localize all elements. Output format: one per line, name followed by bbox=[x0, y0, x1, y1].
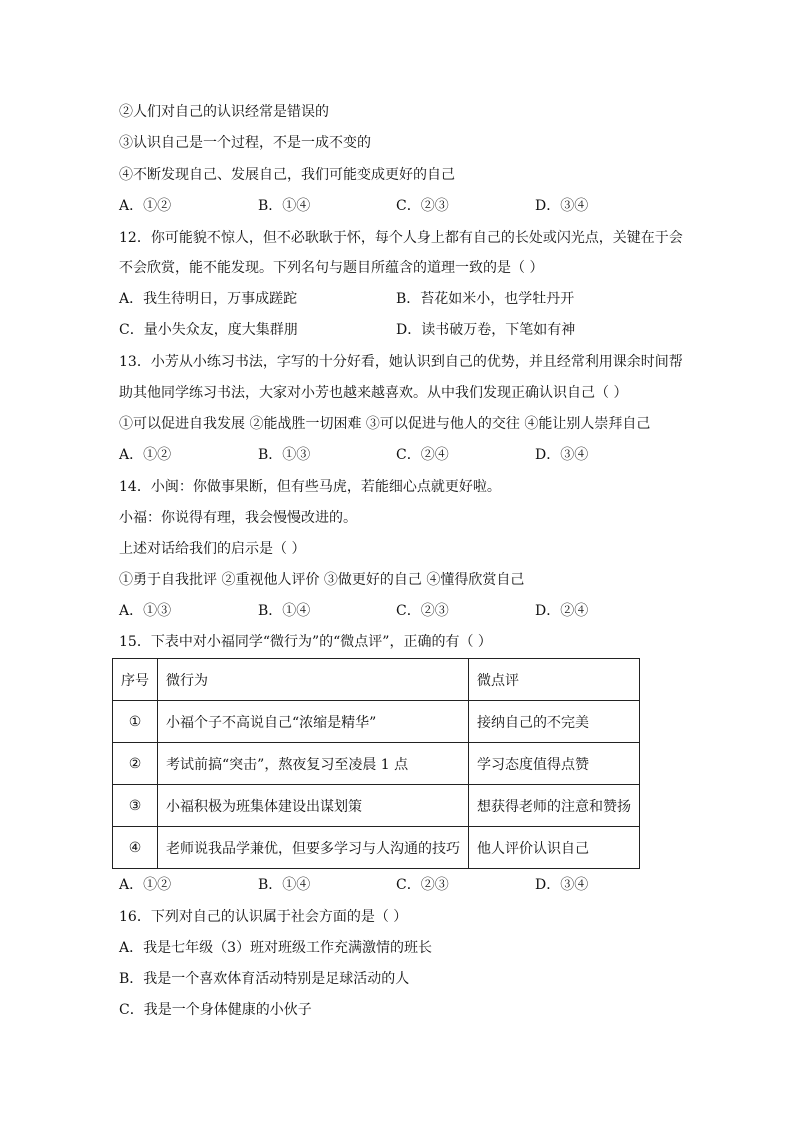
q13-items: ①可以促进自我发展 ②能战胜一切困难 ③可以促进与他人的交往 ④能让别人崇拜自己 bbox=[119, 416, 651, 432]
q13-option-b: B．①③ bbox=[258, 447, 311, 463]
table-row bbox=[113, 701, 640, 743]
table-header-row bbox=[113, 659, 640, 701]
table-row bbox=[113, 743, 640, 785]
table-cell-comment: 接纳自己的不完美 bbox=[469, 701, 640, 743]
table-cell-behavior: 考试前搞“突击”，熬夜复习至凌晨 1 点 bbox=[158, 743, 469, 785]
q15-option-c: C．②③ bbox=[396, 877, 449, 893]
q12-option-d: D．读书破万卷，下笔如有神 bbox=[396, 322, 576, 338]
q14-option-b: B．①④ bbox=[258, 603, 311, 619]
q11-item-4: ④不断发现自己、发展自己，我们可能变成更好的自己 bbox=[119, 167, 455, 183]
header-cell-comment: 微点评 bbox=[469, 659, 640, 701]
q13-option-a: A．①② bbox=[119, 447, 172, 463]
q14-option-c: C．②③ bbox=[396, 603, 449, 619]
q12-stem-line-1: 12．你可能貌不惊人，但不必耿耿于怀，每个人身上都有自己的长处或闪光点，关键在于会 bbox=[119, 230, 683, 246]
q15-option-b: B．①④ bbox=[258, 877, 311, 893]
q14-option-d: D．②④ bbox=[535, 603, 589, 619]
q11-item-3: ③认识自己是一个过程，不是一成不变的 bbox=[119, 135, 371, 151]
q16-option-b: B．我是一个喜欢体育活动特别是足球活动的人 bbox=[119, 971, 410, 987]
q15-option-a: A．①② bbox=[119, 877, 172, 893]
q11-option-d: D．③④ bbox=[535, 198, 589, 214]
q13-stem-line-1: 13．小芳从小练习书法，字写的十分好看，她认识到自己的优势，并且经常利用课余时间帮 bbox=[119, 354, 683, 370]
table-cell-behavior: 老师说我品学兼优，但要多学习与人沟通的技巧 bbox=[158, 827, 469, 869]
table-cell-number: ① bbox=[113, 701, 158, 743]
q13-option-c: C．②④ bbox=[396, 447, 449, 463]
q16-option-c: C．我是一个身体健康的小伙子 bbox=[119, 1002, 312, 1018]
q14-option-a: A．①③ bbox=[119, 603, 172, 619]
q15-table bbox=[112, 658, 640, 869]
q16-stem: 16．下列对自己的认识属于社会方面的是（ ） bbox=[119, 909, 408, 925]
q12-option-a: A．我生待明日，万事成蹉跎 bbox=[119, 291, 298, 307]
q14-line-1: 14．小闽：你做事果断，但有些马虎，若能细心点就更好啦。 bbox=[119, 479, 501, 495]
header-cell-behavior: 微行为 bbox=[158, 659, 469, 701]
q15-stem: 15．下表中对小福同学“微行为”的“微点评”，正确的有（ ） bbox=[119, 634, 492, 650]
q14-line-3: 上述对话给我们的启示是（ ） bbox=[119, 541, 306, 557]
table-cell-comment: 学习态度值得点赞 bbox=[469, 743, 640, 785]
q12-stem-line-2: 不会欣赏，能不能发现。下列名句与题目所蕴含的道理一致的是（ ） bbox=[119, 260, 544, 276]
table-cell-number: ③ bbox=[113, 785, 158, 827]
table-cell-number: ② bbox=[113, 743, 158, 785]
table-row bbox=[113, 827, 640, 869]
q12-option-c: C．量小失众友，度大集群朋 bbox=[119, 322, 298, 338]
q15-option-d: D．③④ bbox=[535, 877, 589, 893]
q13-stem-line-2: 助其他同学练习书法，大家对小芳也越来越喜欢。从中我们发现正确认识自己（ ） bbox=[119, 385, 628, 401]
q13-option-d: D．③④ bbox=[535, 447, 589, 463]
q11-option-a: A．①② bbox=[119, 198, 172, 214]
table-cell-number: ④ bbox=[113, 827, 158, 869]
table-cell-behavior: 小福个子不高说自己“浓缩是精华” bbox=[158, 701, 469, 743]
q11-item-2: ②人们对自己的认识经常是错误的 bbox=[119, 104, 329, 120]
table-cell-comment: 他人评价认识自己 bbox=[469, 827, 640, 869]
table-cell-comment: 想获得老师的注意和赞扬 bbox=[469, 785, 640, 827]
table-cell-behavior: 小福积极为班集体建设出谋划策 bbox=[158, 785, 469, 827]
q14-items: ①勇于自我批评 ②重视他人评价 ③做更好的自己 ④懂得欣赏自己 bbox=[119, 572, 525, 588]
q11-option-c: C．②③ bbox=[396, 198, 449, 214]
q12-option-b: B．苔花如米小，也学牡丹开 bbox=[396, 291, 575, 307]
q11-option-b: B．①④ bbox=[258, 198, 311, 214]
q16-option-a: A．我是七年级（3）班对班级工作充满激情的班长 bbox=[119, 940, 433, 956]
header-cell-number: 序号 bbox=[113, 659, 158, 701]
table-row bbox=[113, 785, 640, 827]
q14-line-2: 小福：你说得有理，我会慢慢改进的。 bbox=[119, 510, 357, 526]
